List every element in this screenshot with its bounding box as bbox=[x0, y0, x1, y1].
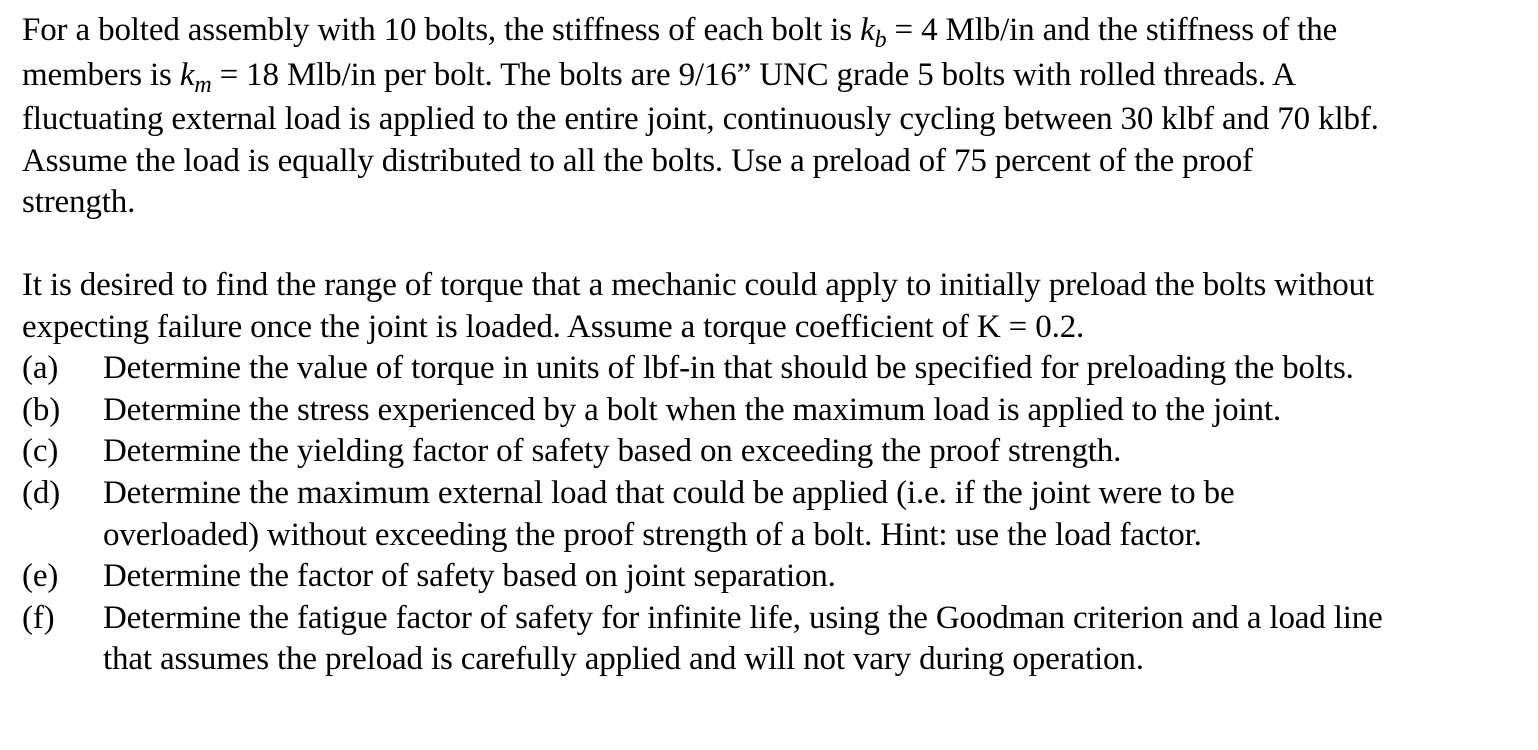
paragraph-spacer bbox=[22, 224, 1532, 265]
question-part-b bbox=[22, 390, 1532, 432]
question-part-c bbox=[22, 431, 1532, 473]
part-text: Determine the maximum external load that could be applied (i.e. if the joint were to be bbox=[103, 474, 1235, 511]
question-part-d bbox=[22, 473, 1532, 556]
task-line-1: It is desired to find the range of torque that a mechanic could apply to initially preload the bolts without bbox=[22, 266, 1375, 303]
question-parts-list bbox=[22, 348, 1532, 681]
part-marker: (c) bbox=[22, 433, 59, 470]
intro-text: = 4 Mlb/in and the stiffness of the bbox=[886, 12, 1338, 48]
intro-line-4: Assume the load is equally distributed to all the bolts. Use a preload of 75 percent of the proof bbox=[22, 142, 1253, 179]
question-part-a bbox=[22, 348, 1532, 390]
task-line-2: expecting failure once the joint is loaded. Assume a torque coefficient of K = 0.2. bbox=[22, 308, 1085, 345]
member-stiffness-subscript: m bbox=[194, 71, 212, 98]
part-marker: (b) bbox=[22, 391, 61, 428]
intro-line-2 bbox=[22, 55, 1532, 100]
question-part-e bbox=[22, 556, 1532, 598]
intro-text: members is bbox=[22, 56, 180, 93]
part-marker: (a) bbox=[22, 350, 59, 387]
task-paragraph bbox=[22, 265, 1532, 348]
intro-line-1 bbox=[22, 10, 1532, 55]
question-part-f bbox=[22, 598, 1532, 681]
member-stiffness-symbol: k bbox=[179, 56, 195, 93]
intro-text: For a bolted assembly with 10 bolts, the stiffness of each bolt is bbox=[22, 12, 861, 48]
intro-line-3: fluctuating external load is applied to the entire joint, continuously cycling between 30 klbf and 70 klbf. bbox=[22, 101, 1379, 138]
part-marker: (d) bbox=[22, 474, 61, 511]
part-marker: (f) bbox=[22, 599, 55, 636]
bolt-stiffness-symbol: k bbox=[860, 12, 875, 48]
part-text: Determine the yielding factor of safety based on exceeding the proof strength. bbox=[103, 433, 1122, 470]
intro-paragraph bbox=[22, 10, 1532, 224]
part-marker: (e) bbox=[22, 558, 59, 595]
intro-text: = 18 Mlb/in per bolt. The bolts are 9/16” UNC grade 5 bolts with rolled threads. A bbox=[211, 56, 1296, 93]
part-text: Determine the fatigue factor of safety for infinite life, using the Goodman criterion and a load line bbox=[103, 599, 1383, 636]
part-text: Determine the factor of safety based on joint separation. bbox=[103, 558, 836, 595]
problem-statement bbox=[22, 10, 1532, 681]
part-text: Determine the value of torque in units of lbf-in that should be specified for preloading the bolts. bbox=[103, 350, 1354, 387]
part-text: Determine the stress experienced by a bolt when the maximum load is applied to the joint. bbox=[103, 391, 1282, 428]
intro-line-5: strength. bbox=[22, 184, 136, 221]
bolt-stiffness-subscript: b bbox=[874, 27, 887, 53]
part-text-continued: overloaded) without exceeding the proof strength of a bolt. Hint: use the load factor. bbox=[103, 516, 1202, 553]
part-text-continued: that assumes the preload is carefully applied and will not vary during operation. bbox=[103, 641, 1144, 678]
